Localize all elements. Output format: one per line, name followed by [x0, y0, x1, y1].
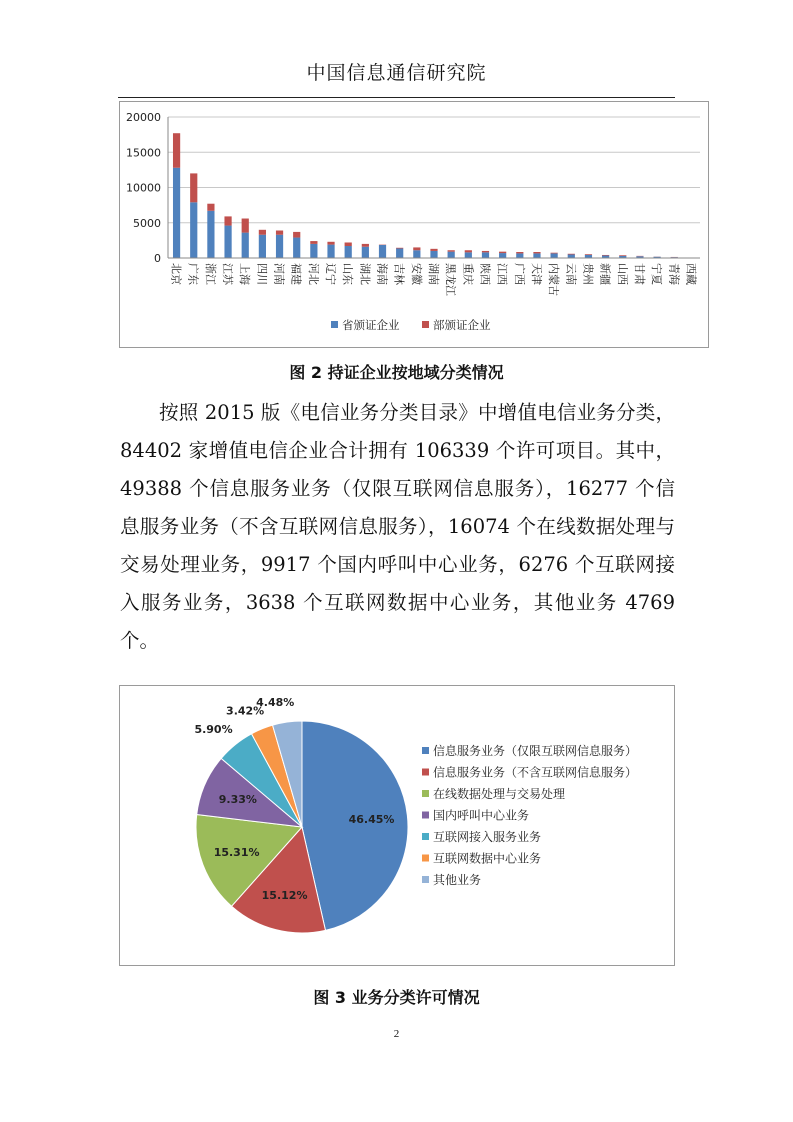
legend-label: 国内呼叫中心业务	[433, 808, 530, 823]
legend-swatch	[422, 833, 429, 840]
region-bar-chart-svg	[120, 102, 708, 347]
bar-segment-province	[379, 245, 386, 258]
legend-swatch	[422, 812, 429, 819]
x-tick-label: 江西	[495, 263, 509, 285]
x-tick-label: 上海	[238, 263, 252, 285]
bar-segment-ministry	[533, 252, 540, 253]
legend-label: 信息服务业务（仅限互联网信息服务）	[433, 744, 638, 758]
bar-segment-ministry	[585, 254, 592, 255]
bar-segment-ministry	[345, 242, 352, 246]
x-tick-label: 广东	[186, 263, 200, 285]
bar-segment-ministry	[362, 244, 369, 247]
x-tick-label: 天津	[529, 263, 543, 285]
bar-segment-province	[190, 202, 197, 258]
x-tick-label: 湖北	[358, 263, 372, 285]
x-tick-label: 吉林	[392, 263, 406, 285]
x-tick-label: 西藏	[684, 263, 698, 285]
legend-swatch	[422, 747, 429, 754]
bar-segment-ministry	[293, 232, 300, 238]
legend-label-province: 省颁证企业	[342, 318, 400, 332]
x-tick-label: 宁夏	[650, 263, 664, 285]
pie-data-label: 5.90%	[194, 723, 233, 737]
x-tick-label: 海南	[375, 263, 389, 285]
pie-data-label: 3.42%	[226, 704, 265, 718]
x-tick-label: 湖南	[427, 263, 440, 285]
legend-swatch	[422, 769, 429, 776]
bar-segment-province	[362, 247, 369, 258]
legend-swatch-ministry	[422, 321, 429, 328]
x-tick-label: 青海	[667, 263, 681, 285]
bar-segment-province	[327, 245, 334, 258]
x-tick-label: 内蒙古	[547, 263, 561, 296]
legend-label: 其他业务	[433, 873, 482, 887]
bar-segment-ministry	[499, 252, 506, 253]
x-tick-label: 甘肃	[632, 263, 646, 285]
legend-label: 互联网数据中心业务	[433, 851, 542, 866]
bar-segment-province	[259, 235, 266, 258]
bar-segment-province	[499, 253, 506, 258]
bar-segment-province	[482, 252, 489, 258]
bar-segment-province	[310, 244, 317, 258]
bar-segment-ministry	[224, 216, 231, 225]
y-tick-label: 15000	[126, 146, 161, 160]
bar-segment-province	[516, 253, 523, 258]
legend-swatch-province	[331, 321, 338, 328]
x-tick-label: 贵州	[581, 263, 595, 285]
bar-segment-ministry	[310, 241, 317, 244]
legend-swatch	[422, 790, 429, 797]
bar-segment-province	[276, 235, 283, 258]
legend-swatch	[422, 876, 429, 883]
body-paragraph: 按照 2015 版《电信业务分类目录》中增值电信业务分类，84402 家增值电信企业合计拥有 106339 个许可项目。其中，49388 个信息服务业务（仅限互联网信息服务），16277 个信息服务业务（不含互联网信息服务），16074 个在线数据处理与交易处理业务，9917 个国内呼叫中心业务，6276 个互联网接入服务业务，3638 个互联网数据中心业务，其他业务 4769 个。	[120, 401, 675, 652]
bar-segment-province	[207, 211, 214, 258]
x-tick-label: 山东	[341, 263, 355, 285]
bar-segment-province	[413, 250, 420, 258]
bar-segment-province	[293, 238, 300, 258]
y-tick-label: 20000	[126, 111, 161, 124]
y-tick-label: 5000	[133, 216, 161, 230]
bar-segment-ministry	[602, 255, 609, 256]
bar-segment-ministry	[276, 231, 283, 235]
pie-data-label: 15.12%	[261, 888, 308, 902]
bar-segment-ministry	[516, 252, 523, 253]
bar-segment-ministry	[327, 242, 334, 245]
page-header-title: 中国信息通信研究院	[306, 62, 487, 84]
legend-label: 信息服务业务（不含互联网信息服务）	[433, 765, 638, 780]
legend-label-ministry: 部颁证企业	[433, 318, 491, 332]
x-tick-label: 云南	[564, 263, 578, 285]
page-number: 2	[393, 1028, 400, 1040]
x-tick-label: 浙江	[203, 263, 217, 285]
legend-label: 互联网接入服务业务	[433, 830, 542, 844]
bar-segment-province	[173, 168, 180, 258]
x-tick-label: 陕西	[478, 263, 492, 285]
bar-segment-ministry	[190, 173, 197, 202]
business-pie-chart	[119, 685, 675, 966]
x-tick-label: 新疆	[598, 263, 612, 285]
region-bar-chart	[119, 101, 709, 348]
bar-segment-province	[224, 226, 231, 258]
bar-segment-ministry	[482, 251, 489, 252]
header-divider	[118, 97, 675, 98]
x-tick-label: 广西	[512, 263, 526, 285]
bar-segment-province	[551, 253, 558, 258]
bar-segment-ministry	[413, 247, 420, 250]
bar-segment-province	[430, 251, 437, 258]
y-tick-label: 0	[154, 252, 161, 265]
bar-segment-ministry	[396, 248, 403, 249]
business-pie-chart-svg	[120, 686, 674, 965]
x-tick-label: 山西	[615, 263, 629, 285]
x-tick-label: 河北	[306, 263, 320, 285]
x-tick-label: 北京	[169, 263, 183, 285]
x-tick-label: 辽宁	[324, 263, 338, 285]
pie-data-label: 15.31%	[213, 845, 260, 859]
figure2-caption: 图 2 持证企业按地域分类情况	[289, 363, 504, 382]
bar-segment-ministry	[259, 230, 266, 235]
x-tick-label: 四川	[255, 263, 269, 285]
x-tick-label: 河南	[272, 263, 286, 285]
bar-segment-province	[465, 252, 472, 258]
x-tick-label: 江苏	[221, 263, 235, 285]
legend-swatch	[422, 855, 429, 862]
bar-segment-ministry	[242, 219, 249, 233]
bar-segment-province	[448, 252, 455, 258]
bar-segment-ministry	[465, 250, 472, 252]
bar-segment-ministry	[207, 204, 214, 211]
bar-segment-ministry	[551, 253, 558, 254]
bar-segment-ministry	[619, 255, 626, 256]
bar-segment-ministry	[430, 249, 437, 251]
legend-label: 在线数据处理与交易处理	[433, 787, 566, 801]
bar-segment-province	[396, 248, 403, 258]
pie-data-label: 46.45%	[348, 813, 395, 827]
x-tick-label: 安徽	[409, 263, 423, 285]
x-tick-label: 黑龙江	[444, 263, 458, 296]
bar-segment-province	[568, 254, 575, 258]
pie-data-label: 4.48%	[256, 696, 295, 710]
pie-data-label: 9.33%	[218, 793, 257, 807]
x-tick-label: 福建	[289, 263, 303, 285]
x-tick-label: 重庆	[461, 263, 475, 285]
bar-segment-ministry	[448, 250, 455, 251]
y-tick-label: 10000	[126, 181, 161, 195]
bar-segment-ministry	[173, 133, 180, 168]
figure3-caption: 图 3 业务分类许可情况	[313, 988, 480, 1007]
bar-segment-province	[242, 233, 249, 258]
bar-segment-ministry	[568, 254, 575, 255]
bar-segment-province	[345, 246, 352, 258]
bar-segment-province	[533, 253, 540, 258]
